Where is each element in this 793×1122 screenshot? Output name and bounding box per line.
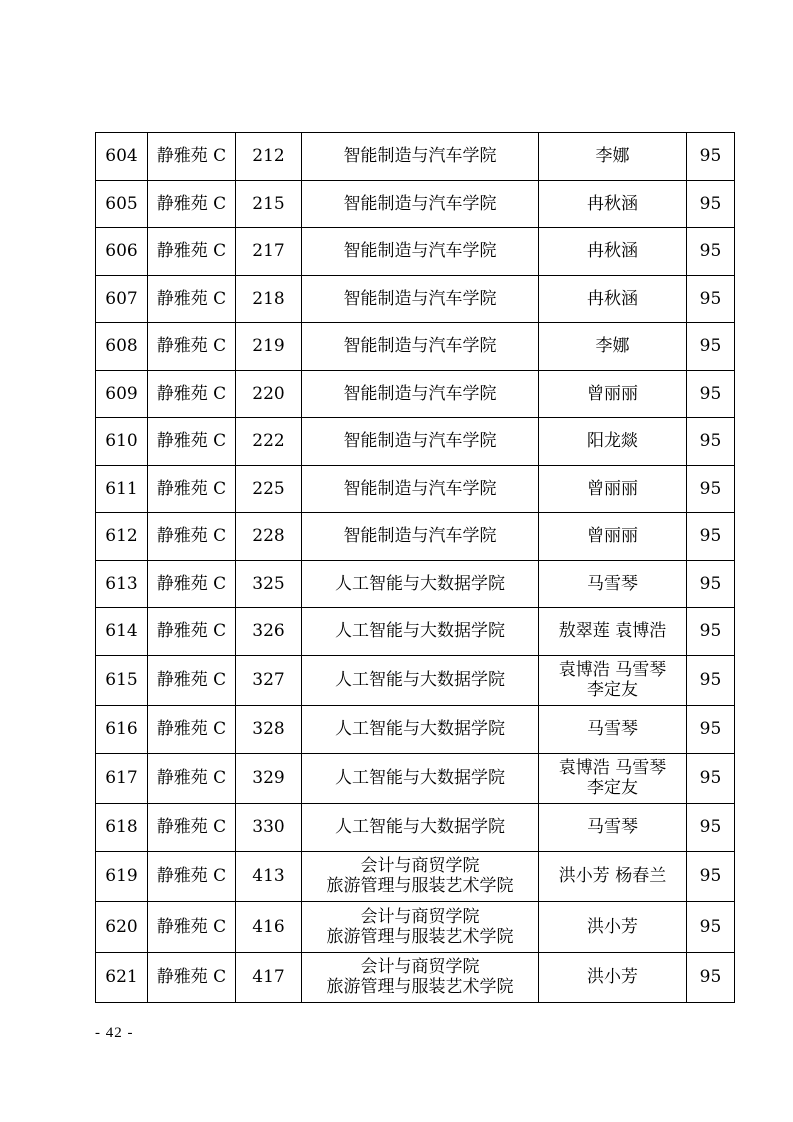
cell-building: 静雅苑 C	[148, 370, 236, 418]
cell-number: 620	[96, 902, 148, 953]
page-number: - 42 -	[95, 1025, 134, 1041]
cell-college-line: 人工智能与大数据学院	[335, 768, 505, 789]
cell-college-line: 旅游管理与服装艺术学院	[326, 977, 514, 998]
cell-number: 612	[96, 513, 148, 561]
cell-college-line: 会计与商贸学院	[360, 957, 480, 978]
cell-staff-line: 敖翠莲 袁博浩	[558, 621, 667, 642]
cell-college	[302, 706, 539, 754]
table-row	[96, 560, 735, 608]
cell-college-line: 智能制造与汽车学院	[343, 526, 497, 547]
table-row	[96, 370, 735, 418]
cell-score: 95	[687, 655, 735, 706]
cell-building: 静雅苑 C	[148, 513, 236, 561]
cell-staff-line: 李定友	[587, 778, 638, 799]
cell-college	[302, 902, 539, 953]
cell-score: 95	[687, 753, 735, 804]
table-row	[96, 323, 735, 371]
cell-room: 326	[236, 608, 302, 656]
cell-college-line: 人工智能与大数据学院	[335, 621, 505, 642]
cell-score: 95	[687, 851, 735, 902]
cell-number: 608	[96, 323, 148, 371]
cell-building: 静雅苑 C	[148, 228, 236, 276]
cell-college	[302, 513, 539, 561]
cell-building: 静雅苑 C	[148, 851, 236, 902]
cell-room: 413	[236, 851, 302, 902]
cell-staff-line: 李娜	[595, 146, 630, 167]
cell-score: 95	[687, 275, 735, 323]
cell-number: 610	[96, 418, 148, 466]
cell-room: 215	[236, 180, 302, 228]
table-row	[96, 418, 735, 466]
cell-building: 静雅苑 C	[148, 753, 236, 804]
cell-college	[302, 370, 539, 418]
cell-college-line: 旅游管理与服装艺术学院	[326, 876, 514, 897]
table-row	[96, 753, 735, 804]
cell-score: 95	[687, 804, 735, 852]
cell-college-line: 人工智能与大数据学院	[335, 719, 505, 740]
cell-room: 330	[236, 804, 302, 852]
cell-room: 327	[236, 655, 302, 706]
cell-staff	[539, 275, 687, 323]
cell-building: 静雅苑 C	[148, 804, 236, 852]
cell-staff-line: 李定友	[587, 680, 638, 701]
table-row	[96, 804, 735, 852]
cell-staff-line: 曾丽丽	[587, 526, 638, 547]
cell-building: 静雅苑 C	[148, 655, 236, 706]
cell-staff-line: 马雪琴	[587, 719, 638, 740]
cell-number: 614	[96, 608, 148, 656]
cell-staff-line: 马雪琴	[587, 817, 638, 838]
cell-number: 613	[96, 560, 148, 608]
cell-staff-line: 冉秋涵	[587, 241, 638, 262]
cell-score: 95	[687, 228, 735, 276]
cell-staff	[539, 513, 687, 561]
cell-building: 静雅苑 C	[148, 418, 236, 466]
cell-staff	[539, 804, 687, 852]
cell-staff-line: 洪小芳 杨春兰	[558, 866, 667, 887]
table-row	[96, 133, 735, 181]
table-row	[96, 952, 735, 1003]
cell-room: 218	[236, 275, 302, 323]
cell-staff	[539, 228, 687, 276]
cell-staff-line: 曾丽丽	[587, 383, 638, 404]
cell-number: 615	[96, 655, 148, 706]
cell-number: 607	[96, 275, 148, 323]
cell-college-line: 会计与商贸学院	[360, 856, 480, 877]
cell-room: 228	[236, 513, 302, 561]
cell-number: 621	[96, 952, 148, 1003]
cell-score: 95	[687, 418, 735, 466]
cell-room: 416	[236, 902, 302, 953]
cell-staff	[539, 560, 687, 608]
cell-staff	[539, 370, 687, 418]
cell-score: 95	[687, 323, 735, 371]
cell-staff	[539, 465, 687, 513]
cell-staff-line: 袁博浩 马雪琴	[558, 660, 667, 681]
cell-room: 325	[236, 560, 302, 608]
cell-staff	[539, 608, 687, 656]
table-row	[96, 851, 735, 902]
table-row	[96, 706, 735, 754]
cell-college-line: 智能制造与汽车学院	[343, 478, 497, 499]
cell-number: 611	[96, 465, 148, 513]
cell-college	[302, 465, 539, 513]
cell-college-line: 会计与商贸学院	[360, 906, 480, 927]
cell-staff-line: 曾丽丽	[587, 478, 638, 499]
cell-number: 605	[96, 180, 148, 228]
cell-college	[302, 655, 539, 706]
cell-staff	[539, 133, 687, 181]
table-row	[96, 608, 735, 656]
cell-staff	[539, 753, 687, 804]
cell-room: 219	[236, 323, 302, 371]
cell-score: 95	[687, 180, 735, 228]
table-body	[96, 133, 735, 1003]
cell-college	[302, 804, 539, 852]
cell-college	[302, 228, 539, 276]
table-row	[96, 180, 735, 228]
cell-number: 606	[96, 228, 148, 276]
cell-staff-line: 马雪琴	[587, 573, 638, 594]
cell-staff-line: 冉秋涵	[587, 193, 638, 214]
cell-college	[302, 560, 539, 608]
cell-room: 220	[236, 370, 302, 418]
cell-college	[302, 418, 539, 466]
cell-number: 617	[96, 753, 148, 804]
table-row	[96, 902, 735, 953]
cell-staff-line: 洪小芳	[587, 967, 638, 988]
cell-college-line: 旅游管理与服装艺术学院	[326, 926, 514, 947]
cell-number: 619	[96, 851, 148, 902]
cell-staff	[539, 323, 687, 371]
cell-building: 静雅苑 C	[148, 465, 236, 513]
cell-staff	[539, 706, 687, 754]
cell-staff-line: 冉秋涵	[587, 288, 638, 309]
cell-college	[302, 851, 539, 902]
cell-college-line: 智能制造与汽车学院	[343, 288, 497, 309]
cell-room: 217	[236, 228, 302, 276]
cell-college-line: 智能制造与汽车学院	[343, 241, 497, 262]
cell-college-line: 人工智能与大数据学院	[335, 573, 505, 594]
cell-room: 225	[236, 465, 302, 513]
cell-staff-line: 阳龙燚	[587, 431, 638, 452]
table-row	[96, 275, 735, 323]
cell-college	[302, 180, 539, 228]
cell-staff	[539, 902, 687, 953]
cell-staff	[539, 418, 687, 466]
cell-score: 95	[687, 952, 735, 1003]
cell-building: 静雅苑 C	[148, 952, 236, 1003]
cell-staff	[539, 952, 687, 1003]
cell-college-line: 智能制造与汽车学院	[343, 193, 497, 214]
table-row	[96, 228, 735, 276]
cell-room: 212	[236, 133, 302, 181]
cell-college-line: 智能制造与汽车学院	[343, 146, 497, 167]
cell-building: 静雅苑 C	[148, 323, 236, 371]
cell-number: 616	[96, 706, 148, 754]
cell-college	[302, 952, 539, 1003]
cell-college	[302, 323, 539, 371]
cell-college	[302, 608, 539, 656]
dormitory-score-table	[95, 132, 735, 1003]
cell-number: 609	[96, 370, 148, 418]
cell-score: 95	[687, 133, 735, 181]
table-row	[96, 513, 735, 561]
table-row	[96, 465, 735, 513]
cell-college-line: 智能制造与汽车学院	[343, 336, 497, 357]
cell-building: 静雅苑 C	[148, 706, 236, 754]
cell-score: 95	[687, 902, 735, 953]
cell-staff-line: 袁博浩 马雪琴	[558, 758, 667, 779]
cell-score: 95	[687, 560, 735, 608]
cell-staff-line: 洪小芳	[587, 916, 638, 937]
cell-college	[302, 753, 539, 804]
cell-college	[302, 133, 539, 181]
cell-staff-line: 李娜	[595, 336, 630, 357]
cell-score: 95	[687, 370, 735, 418]
cell-room: 328	[236, 706, 302, 754]
cell-building: 静雅苑 C	[148, 608, 236, 656]
cell-staff	[539, 851, 687, 902]
cell-building: 静雅苑 C	[148, 133, 236, 181]
cell-score: 95	[687, 706, 735, 754]
cell-building: 静雅苑 C	[148, 560, 236, 608]
cell-room: 222	[236, 418, 302, 466]
table-row	[96, 655, 735, 706]
cell-room: 329	[236, 753, 302, 804]
cell-college	[302, 275, 539, 323]
cell-building: 静雅苑 C	[148, 902, 236, 953]
cell-college-line: 人工智能与大数据学院	[335, 670, 505, 691]
cell-college-line: 智能制造与汽车学院	[343, 383, 497, 404]
cell-college-line: 智能制造与汽车学院	[343, 431, 497, 452]
cell-number: 604	[96, 133, 148, 181]
cell-room: 417	[236, 952, 302, 1003]
cell-college-line: 人工智能与大数据学院	[335, 817, 505, 838]
cell-score: 95	[687, 513, 735, 561]
cell-building: 静雅苑 C	[148, 180, 236, 228]
cell-building: 静雅苑 C	[148, 275, 236, 323]
cell-staff	[539, 180, 687, 228]
cell-staff	[539, 655, 687, 706]
cell-score: 95	[687, 608, 735, 656]
cell-score: 95	[687, 465, 735, 513]
cell-number: 618	[96, 804, 148, 852]
